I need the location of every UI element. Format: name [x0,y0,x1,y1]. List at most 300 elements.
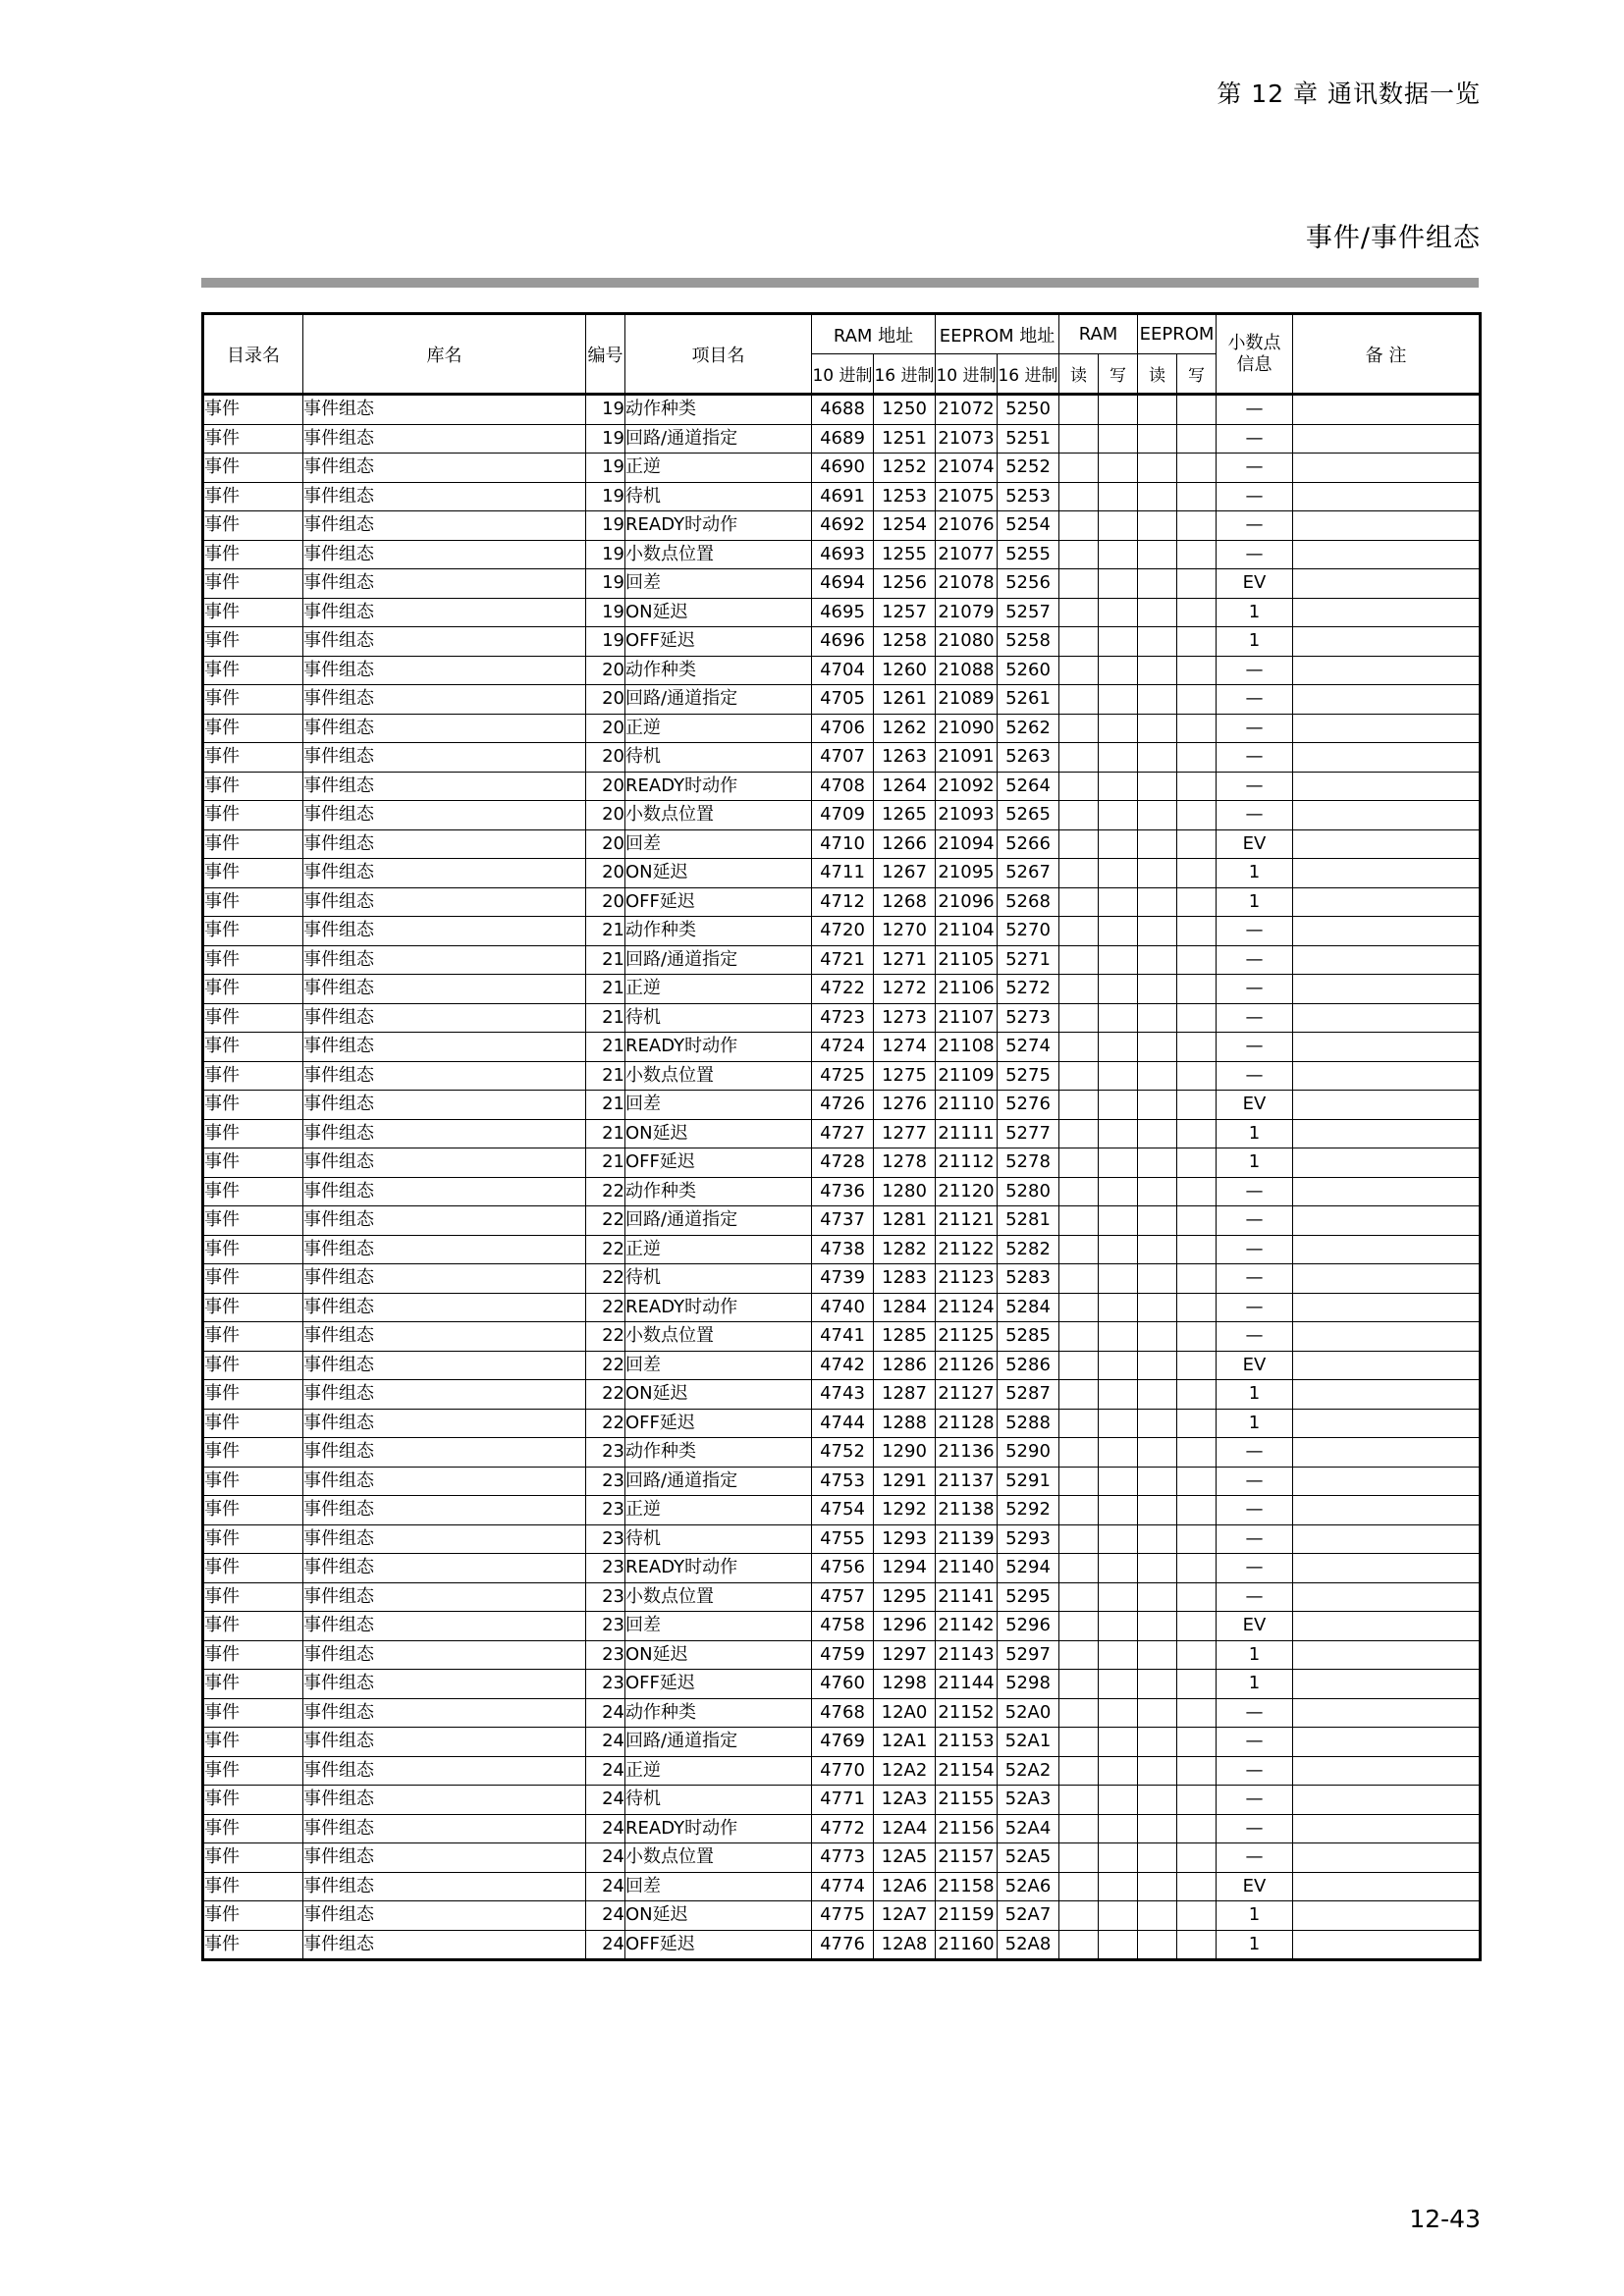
cell-ram-hex: 1281 [874,1206,936,1236]
cell-number: 24 [586,1728,625,1757]
cell-item: 待机 [625,1524,812,1554]
cell-library: 事件组态 [303,1438,586,1468]
cell-remarks [1293,1930,1481,1960]
cell-catalog: 事件 [203,1091,303,1120]
cell-ram-read [1059,424,1099,454]
cell-decimal-info: — [1217,454,1293,483]
cell-eeprom-write [1177,1640,1217,1670]
cell-library: 事件组态 [303,887,586,917]
cell-item: 回差 [625,1091,812,1120]
table-row [203,1786,1481,1815]
cell-eeprom-read [1138,917,1177,946]
cell-ram-dec: 4752 [812,1438,874,1468]
page-number: 12-43 [1409,2205,1481,2233]
cell-number: 24 [586,1872,625,1901]
cell-ram-read [1059,1177,1099,1206]
table-row [203,1380,1481,1410]
cell-number: 23 [586,1582,625,1612]
cell-ram-dec: 4774 [812,1872,874,1901]
cell-eeprom-read [1138,1698,1177,1728]
cell-library: 事件组态 [303,945,586,975]
cell-number: 23 [586,1612,625,1641]
cell-eeprom-dec: 21095 [936,859,998,888]
table-row [203,424,1481,454]
cell-eeprom-read [1138,1235,1177,1264]
cell-eeprom-dec: 21140 [936,1554,998,1583]
cell-ram-read [1059,1582,1099,1612]
cell-item: 小数点位置 [625,1843,812,1873]
cell-ram-hex: 12A3 [874,1786,936,1815]
cell-eeprom-dec: 21144 [936,1670,998,1699]
cell-eeprom-hex: 5294 [998,1554,1059,1583]
table-row [203,1728,1481,1757]
cell-ram-write [1099,859,1138,888]
cell-remarks [1293,1264,1481,1294]
cell-eeprom-read [1138,511,1177,541]
cell-number: 24 [586,1786,625,1815]
cell-decimal-info: — [1217,1177,1293,1206]
cell-ram-read [1059,1814,1099,1843]
cell-catalog: 事件 [203,1264,303,1294]
cell-ram-dec: 4720 [812,917,874,946]
table-row [203,1293,1481,1322]
cell-eeprom-write [1177,1814,1217,1843]
cell-ram-read [1059,540,1099,569]
cell-eeprom-write [1177,801,1217,830]
cell-ram-read [1059,1901,1099,1931]
cell-decimal-info: — [1217,1033,1293,1062]
header-eeprom-hex: 16 进制 [998,354,1059,395]
cell-library: 事件组态 [303,1148,586,1178]
cell-catalog: 事件 [203,1872,303,1901]
cell-item: 正逆 [625,1235,812,1264]
cell-item: READY时动作 [625,1814,812,1843]
cell-library: 事件组态 [303,1264,586,1294]
cell-catalog: 事件 [203,1119,303,1148]
cell-ram-read [1059,685,1099,715]
cell-item: 正逆 [625,1756,812,1786]
cell-remarks [1293,945,1481,975]
cell-ram-dec: 4768 [812,1698,874,1728]
cell-eeprom-read [1138,772,1177,801]
cell-eeprom-read [1138,1119,1177,1148]
cell-ram-hex: 1292 [874,1496,936,1525]
cell-eeprom-dec: 21127 [936,1380,998,1410]
cell-eeprom-read [1138,1091,1177,1120]
cell-item: 待机 [625,482,812,511]
cell-remarks [1293,1293,1481,1322]
cell-ram-read [1059,1496,1099,1525]
cell-eeprom-dec: 21121 [936,1206,998,1236]
cell-ram-write [1099,975,1138,1004]
table-row [203,1235,1481,1264]
cell-ram-read [1059,1728,1099,1757]
cell-remarks [1293,1003,1481,1033]
cell-eeprom-dec: 21107 [936,1003,998,1033]
cell-ram-write [1099,801,1138,830]
cell-decimal-info: — [1217,801,1293,830]
cell-eeprom-hex: 5276 [998,1091,1059,1120]
header-catalog: 目录名 [203,314,303,395]
cell-ram-read [1059,1409,1099,1438]
cell-ram-hex: 1270 [874,917,936,946]
cell-eeprom-write [1177,887,1217,917]
cell-eeprom-dec: 21089 [936,685,998,715]
cell-eeprom-read [1138,1322,1177,1352]
cell-number: 19 [586,598,625,627]
cell-ram-write [1099,1814,1138,1843]
cell-eeprom-hex: 52A6 [998,1872,1059,1901]
cell-decimal-info: 1 [1217,1901,1293,1931]
cell-ram-write [1099,829,1138,859]
cell-number: 19 [586,627,625,657]
cell-decimal-info: EV [1217,829,1293,859]
cell-eeprom-read [1138,1814,1177,1843]
cell-ram-write [1099,424,1138,454]
cell-ram-hex: 12A5 [874,1843,936,1873]
cell-ram-write [1099,627,1138,657]
header-ram: RAM [1059,314,1138,354]
cell-library: 事件组态 [303,714,586,743]
header-item: 项目名 [625,314,812,395]
cell-catalog: 事件 [203,598,303,627]
cell-eeprom-hex: 5281 [998,1206,1059,1236]
cell-catalog: 事件 [203,511,303,541]
cell-library: 事件组态 [303,1177,586,1206]
cell-eeprom-hex: 5295 [998,1582,1059,1612]
cell-eeprom-read [1138,801,1177,830]
table-row [203,1901,1481,1931]
cell-library: 事件组态 [303,454,586,483]
cell-ram-hex: 1252 [874,454,936,483]
cell-eeprom-read [1138,482,1177,511]
cell-catalog: 事件 [203,424,303,454]
cell-eeprom-hex: 5293 [998,1524,1059,1554]
cell-eeprom-hex: 5270 [998,917,1059,946]
cell-ram-write [1099,598,1138,627]
table-row [203,482,1481,511]
cell-eeprom-hex: 5266 [998,829,1059,859]
cell-remarks [1293,975,1481,1004]
cell-library: 事件组态 [303,1670,586,1699]
cell-decimal-info: 1 [1217,859,1293,888]
cell-decimal-info: — [1217,1322,1293,1352]
cell-ram-hex: 1293 [874,1524,936,1554]
cell-ram-dec: 4738 [812,1235,874,1264]
cell-number: 22 [586,1293,625,1322]
cell-ram-read [1059,454,1099,483]
cell-library: 事件组态 [303,1091,586,1120]
cell-library: 事件组态 [303,598,586,627]
header-library: 库名 [303,314,586,395]
cell-eeprom-hex: 5264 [998,772,1059,801]
cell-item: 正逆 [625,1496,812,1525]
cell-eeprom-hex: 52A1 [998,1728,1059,1757]
cell-item: 动作种类 [625,395,812,425]
cell-ram-dec: 4726 [812,1091,874,1120]
cell-ram-read [1059,772,1099,801]
cell-catalog: 事件 [203,540,303,569]
cell-ram-write [1099,1786,1138,1815]
cell-item: 小数点位置 [625,801,812,830]
cell-ram-hex: 1268 [874,887,936,917]
table-row [203,859,1481,888]
cell-ram-write [1099,395,1138,425]
cell-eeprom-dec: 21112 [936,1148,998,1178]
cell-library: 事件组态 [303,801,586,830]
cell-eeprom-dec: 21124 [936,1293,998,1322]
cell-remarks [1293,454,1481,483]
cell-eeprom-dec: 21094 [936,829,998,859]
cell-remarks [1293,656,1481,685]
cell-eeprom-hex: 52A3 [998,1786,1059,1815]
cell-eeprom-write [1177,1670,1217,1699]
cell-eeprom-dec: 21093 [936,801,998,830]
table-row [203,772,1481,801]
cell-ram-write [1099,1119,1138,1148]
cell-eeprom-read [1138,1206,1177,1236]
cell-item: 待机 [625,1786,812,1815]
table-row [203,829,1481,859]
cell-ram-hex: 1258 [874,627,936,657]
cell-number: 23 [586,1670,625,1699]
cell-ram-read [1059,1872,1099,1901]
cell-ram-read [1059,1003,1099,1033]
table-row [203,1264,1481,1294]
cell-ram-read [1059,395,1099,425]
cell-ram-hex: 1273 [874,1003,936,1033]
cell-ram-read [1059,569,1099,599]
cell-eeprom-read [1138,627,1177,657]
cell-number: 24 [586,1843,625,1873]
cell-remarks [1293,1698,1481,1728]
section-title: 事件/事件组态 [1305,223,1481,253]
cell-eeprom-write [1177,1728,1217,1757]
table-row [203,569,1481,599]
cell-remarks [1293,627,1481,657]
cell-eeprom-hex: 52A2 [998,1756,1059,1786]
cell-eeprom-hex: 5255 [998,540,1059,569]
cell-ram-hex: 12A7 [874,1901,936,1931]
cell-eeprom-read [1138,1293,1177,1322]
cell-ram-dec: 4727 [812,1119,874,1148]
cell-eeprom-hex: 5287 [998,1380,1059,1410]
cell-ram-write [1099,1524,1138,1554]
cell-number: 22 [586,1264,625,1294]
cell-catalog: 事件 [203,975,303,1004]
cell-number: 21 [586,1091,625,1120]
cell-eeprom-hex: 5257 [998,598,1059,627]
cell-eeprom-write [1177,1524,1217,1554]
cell-library: 事件组态 [303,1351,586,1380]
cell-catalog: 事件 [203,685,303,715]
cell-ram-read [1059,627,1099,657]
cell-library: 事件组态 [303,1756,586,1786]
cell-item: 动作种类 [625,1698,812,1728]
cell-eeprom-write [1177,1322,1217,1352]
cell-eeprom-read [1138,1438,1177,1468]
cell-decimal-info: — [1217,685,1293,715]
cell-eeprom-write [1177,1206,1217,1236]
cell-remarks [1293,743,1481,773]
cell-ram-hex: 1266 [874,829,936,859]
cell-ram-hex: 12A1 [874,1728,936,1757]
cell-ram-dec: 4737 [812,1206,874,1236]
cell-number: 19 [586,569,625,599]
cell-decimal-info: — [1217,540,1293,569]
cell-eeprom-read [1138,1872,1177,1901]
cell-eeprom-dec: 21108 [936,1033,998,1062]
cell-eeprom-read [1138,1467,1177,1496]
table-row [203,540,1481,569]
cell-ram-read [1059,1640,1099,1670]
cell-eeprom-read [1138,685,1177,715]
table-row [203,801,1481,830]
cell-catalog: 事件 [203,1524,303,1554]
cell-ram-dec: 4693 [812,540,874,569]
cell-ram-hex: 12A4 [874,1814,936,1843]
cell-ram-dec: 4756 [812,1554,874,1583]
cell-eeprom-dec: 21077 [936,540,998,569]
cell-catalog: 事件 [203,1293,303,1322]
cell-remarks [1293,772,1481,801]
cell-number: 24 [586,1814,625,1843]
cell-library: 事件组态 [303,1786,586,1815]
cell-ram-hex: 1286 [874,1351,936,1380]
cell-library: 事件组态 [303,1206,586,1236]
cell-ram-write [1099,511,1138,541]
cell-eeprom-write [1177,569,1217,599]
cell-ram-write [1099,1612,1138,1641]
cell-eeprom-dec: 21111 [936,1119,998,1148]
cell-ram-read [1059,887,1099,917]
cell-eeprom-dec: 21110 [936,1091,998,1120]
cell-eeprom-write [1177,1786,1217,1815]
cell-ram-hex: 1255 [874,540,936,569]
cell-ram-dec: 4723 [812,1003,874,1033]
cell-eeprom-dec: 21104 [936,917,998,946]
cell-eeprom-hex: 52A0 [998,1698,1059,1728]
cell-eeprom-dec: 21128 [936,1409,998,1438]
cell-ram-read [1059,829,1099,859]
cell-ram-hex: 1290 [874,1438,936,1468]
cell-ram-read [1059,482,1099,511]
cell-ram-hex: 1263 [874,743,936,773]
cell-decimal-info: — [1217,1061,1293,1091]
cell-ram-read [1059,1467,1099,1496]
cell-eeprom-write [1177,1293,1217,1322]
table-row [203,743,1481,773]
cell-ram-read [1059,1293,1099,1322]
cell-ram-read [1059,917,1099,946]
cell-catalog: 事件 [203,1061,303,1091]
cell-eeprom-write [1177,656,1217,685]
cell-eeprom-write [1177,1467,1217,1496]
cell-ram-dec: 4775 [812,1901,874,1931]
cell-catalog: 事件 [203,1438,303,1468]
cell-remarks [1293,887,1481,917]
cell-ram-hex: 1254 [874,511,936,541]
cell-decimal-info: — [1217,482,1293,511]
cell-decimal-info: — [1217,743,1293,773]
cell-item: 动作种类 [625,1438,812,1468]
cell-remarks [1293,1524,1481,1554]
cell-ram-write [1099,1264,1138,1294]
cell-eeprom-write [1177,1264,1217,1294]
cell-catalog: 事件 [203,1786,303,1815]
cell-item: 回路/通道指定 [625,1206,812,1236]
cell-item: 待机 [625,1003,812,1033]
cell-catalog: 事件 [203,1670,303,1699]
cell-ram-write [1099,1322,1138,1352]
cell-eeprom-write [1177,1409,1217,1438]
cell-decimal-info: 1 [1217,1930,1293,1960]
cell-eeprom-read [1138,1003,1177,1033]
cell-number: 22 [586,1322,625,1352]
table-row [203,627,1481,657]
cell-eeprom-write [1177,1351,1217,1380]
cell-catalog: 事件 [203,945,303,975]
cell-catalog: 事件 [203,1698,303,1728]
cell-eeprom-hex: 5268 [998,887,1059,917]
cell-remarks [1293,1872,1481,1901]
cell-ram-dec: 4689 [812,424,874,454]
cell-eeprom-write [1177,598,1217,627]
cell-remarks [1293,1033,1481,1062]
cell-ram-hex: 1267 [874,859,936,888]
cell-catalog: 事件 [203,1003,303,1033]
cell-library: 事件组态 [303,772,586,801]
cell-eeprom-dec: 21076 [936,511,998,541]
cell-ram-hex: 12A0 [874,1698,936,1728]
cell-item: 回路/通道指定 [625,1467,812,1496]
cell-ram-hex: 1262 [874,714,936,743]
cell-eeprom-hex: 5250 [998,395,1059,425]
cell-remarks [1293,685,1481,715]
cell-ram-read [1059,1235,1099,1264]
cell-eeprom-dec: 21157 [936,1843,998,1873]
cell-catalog: 事件 [203,801,303,830]
cell-ram-dec: 4692 [812,511,874,541]
cell-ram-write [1099,1003,1138,1033]
cell-eeprom-write [1177,540,1217,569]
cell-decimal-info: — [1217,1438,1293,1468]
cell-number: 20 [586,743,625,773]
cell-ram-dec: 4724 [812,1033,874,1062]
cell-ram-write [1099,1206,1138,1236]
cell-library: 事件组态 [303,1119,586,1148]
cell-library: 事件组态 [303,1235,586,1264]
cell-item: 回路/通道指定 [625,945,812,975]
cell-ram-write [1099,714,1138,743]
cell-ram-read [1059,975,1099,1004]
cell-ram-read [1059,801,1099,830]
cell-item: 回差 [625,569,812,599]
cell-library: 事件组态 [303,482,586,511]
header-ram-dec: 10 进制 [812,354,874,395]
cell-number: 20 [586,714,625,743]
cell-eeprom-write [1177,1177,1217,1206]
cell-eeprom-write [1177,1380,1217,1410]
table-row [203,887,1481,917]
cell-library: 事件组态 [303,511,586,541]
cell-number: 21 [586,945,625,975]
cell-ram-dec: 4728 [812,1148,874,1178]
cell-item: 回差 [625,829,812,859]
cell-ram-dec: 4691 [812,482,874,511]
cell-ram-write [1099,1293,1138,1322]
section-divider [201,278,1479,288]
